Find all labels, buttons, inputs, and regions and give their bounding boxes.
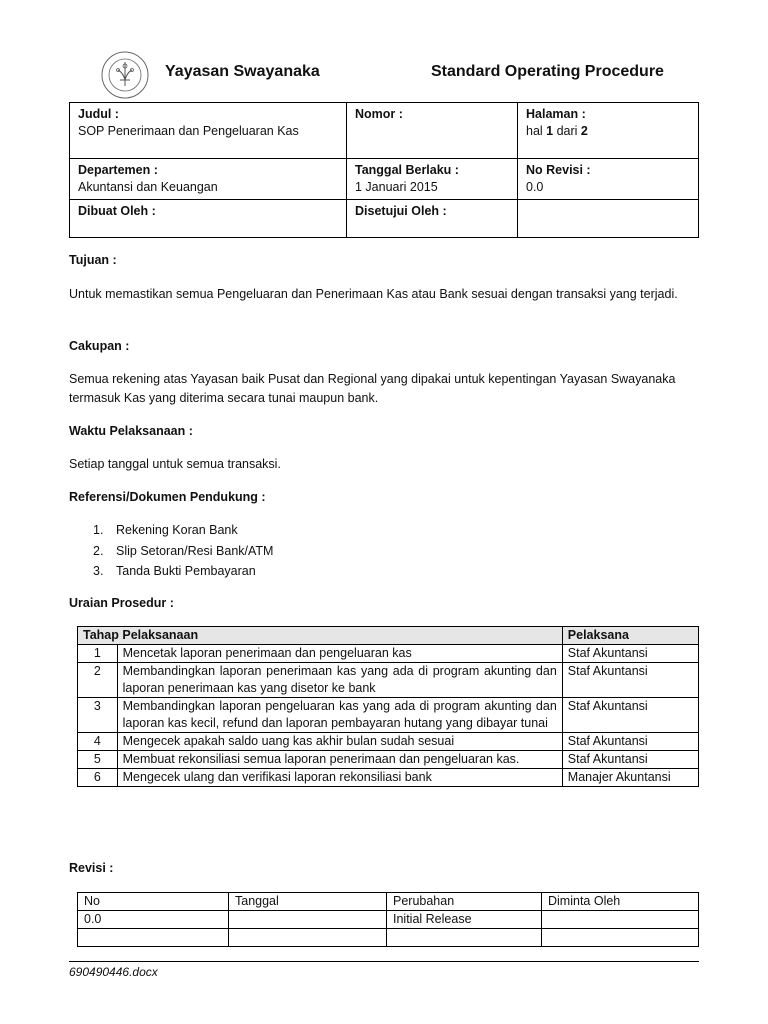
step-executor: Manajer Akuntansi <box>562 769 698 787</box>
dibuat-cell <box>70 200 347 238</box>
step-description: Membandingkan laporan pengeluaran kas yang ada di program akunting dan laporan kas kecil, refund dan laporan pembayaran hutang yang dibayar tunai <box>117 698 562 733</box>
step-number: 5 <box>78 751 118 769</box>
revision-table <box>77 892 699 947</box>
revisi-value: 0.0 <box>526 180 544 194</box>
halaman-prefix: hal <box>526 124 547 138</box>
tanggal-value: 1 Januari 2015 <box>355 180 438 194</box>
tanggal-cell <box>347 159 518 200</box>
judul-value: SOP Penerimaan dan Pengeluaran Kas <box>78 124 299 138</box>
step-description: Membuat rekonsiliasi semua laporan penerimaan dan pengeluaran kas. <box>117 751 562 769</box>
tanggal-label: Tanggal Berlaku : <box>355 163 459 177</box>
step-description: Mengecek ulang dan verifikasi laporan rekonsiliasi bank <box>117 769 562 787</box>
step-description: Membandingkan laporan penerimaan kas yang ada di program akunting dan laporan penerimaan kas yang disetor ke bank <box>117 663 562 698</box>
list-number: 2. <box>93 543 104 558</box>
table-row <box>78 663 699 698</box>
rev-diminta-oleh <box>542 911 699 929</box>
rev-tanggal <box>229 911 387 929</box>
list-item <box>93 561 273 582</box>
reference-list <box>93 520 273 582</box>
revisi-label: No Revisi : <box>526 163 591 177</box>
seal-icon <box>100 50 150 100</box>
revisi-heading: Revisi : <box>69 861 114 875</box>
step-number: 6 <box>78 769 118 787</box>
header-tahap: Tahap Pelaksanaan <box>78 627 563 645</box>
departemen-value: Akuntansi dan Keuangan <box>78 180 218 194</box>
rev-tanggal <box>229 929 387 947</box>
nomor-cell <box>347 103 518 159</box>
empty-cell <box>518 200 699 238</box>
list-item <box>93 520 273 541</box>
uraian-heading: Uraian Prosedur : <box>69 596 174 610</box>
referensi-heading: Referensi/Dokumen Pendukung : <box>69 490 266 504</box>
step-executor: Staf Akuntansi <box>562 751 698 769</box>
tujuan-text: Untuk memastikan semua Pengeluaran dan Penerimaan Kas atau Bank sesuai dengan transaksi yang terjadi. <box>69 287 678 301</box>
table-row <box>78 645 699 663</box>
procedure-table <box>77 626 699 787</box>
halaman-value <box>526 123 690 140</box>
halaman-cell <box>518 103 699 159</box>
list-number: 3. <box>93 564 104 578</box>
list-text: Rekening Koran Bank <box>116 523 238 537</box>
header-perubahan: Perubahan <box>387 893 542 911</box>
organization-name: Yayasan Swayanaka <box>165 63 320 80</box>
table-row <box>78 733 699 751</box>
document-type: Standard Operating Procedure <box>431 63 664 80</box>
list-text: Tanda Bukti Pembayaran <box>116 564 256 578</box>
table-header-row <box>78 893 699 911</box>
halaman-mid: dari <box>553 124 581 138</box>
waktu-heading: Waktu Pelaksanaan : <box>69 424 193 438</box>
judul-label: Judul : <box>78 107 119 121</box>
step-number: 2 <box>78 663 118 698</box>
step-executor: Staf Akuntansi <box>562 733 698 751</box>
footer-filename: 690490446.docx <box>69 965 158 979</box>
rev-perubahan: Initial Release <box>387 911 542 929</box>
table-row <box>78 769 699 787</box>
header-diminta-oleh: Diminta Oleh <box>542 893 699 911</box>
cakupan-heading: Cakupan : <box>69 339 130 353</box>
step-executor: Staf Akuntansi <box>562 645 698 663</box>
step-description: Mengecek apakah saldo uang kas akhir bulan sudah sesuai <box>117 733 562 751</box>
list-number: 1. <box>93 523 104 537</box>
step-number: 1 <box>78 645 118 663</box>
header-no: No <box>78 893 229 911</box>
departemen-label: Departemen : <box>78 163 158 177</box>
waktu-text: Setiap tanggal untuk semua transaksi. <box>69 457 281 471</box>
disetujui-cell <box>347 200 518 238</box>
rev-no: 0.0 <box>78 911 229 929</box>
step-description: Mencetak laporan penerimaan dan pengeluaran kas <box>117 645 562 663</box>
header-tanggal: Tanggal <box>229 893 387 911</box>
table-row <box>78 698 699 733</box>
footer-divider <box>69 961 699 962</box>
tujuan-heading: Tujuan : <box>69 253 117 267</box>
revisi-cell <box>518 159 699 200</box>
table-row <box>78 751 699 769</box>
halaman-total: 2 <box>580 124 588 138</box>
list-item <box>93 541 273 562</box>
departemen-cell <box>70 159 347 200</box>
nomor-label: Nomor : <box>355 107 403 121</box>
table-row <box>78 929 699 947</box>
disetujui-label: Disetujui Oleh : <box>355 204 447 218</box>
document-info-table <box>69 102 699 238</box>
halaman-label: Halaman : <box>526 107 586 121</box>
table-header-row <box>78 627 699 645</box>
step-number: 4 <box>78 733 118 751</box>
rev-perubahan <box>387 929 542 947</box>
rev-no <box>78 929 229 947</box>
table-row <box>78 911 699 929</box>
judul-cell <box>70 103 347 159</box>
step-executor: Staf Akuntansi <box>562 698 698 733</box>
rev-diminta-oleh <box>542 929 699 947</box>
list-text: Slip Setoran/Resi Bank/ATM <box>116 543 274 558</box>
header-pelaksana: Pelaksana <box>562 627 698 645</box>
cakupan-text: Semua rekening atas Yayasan baik Pusat dan Regional yang dipakai untuk kepentingan Yayasan Swayanaka termasuk Kas yang diterima secara tunai maupun bank. <box>69 372 676 405</box>
halaman-current: 1 <box>546 124 554 138</box>
dibuat-label: Dibuat Oleh : <box>78 204 156 218</box>
step-executor: Staf Akuntansi <box>562 663 698 698</box>
step-number: 3 <box>78 698 118 733</box>
